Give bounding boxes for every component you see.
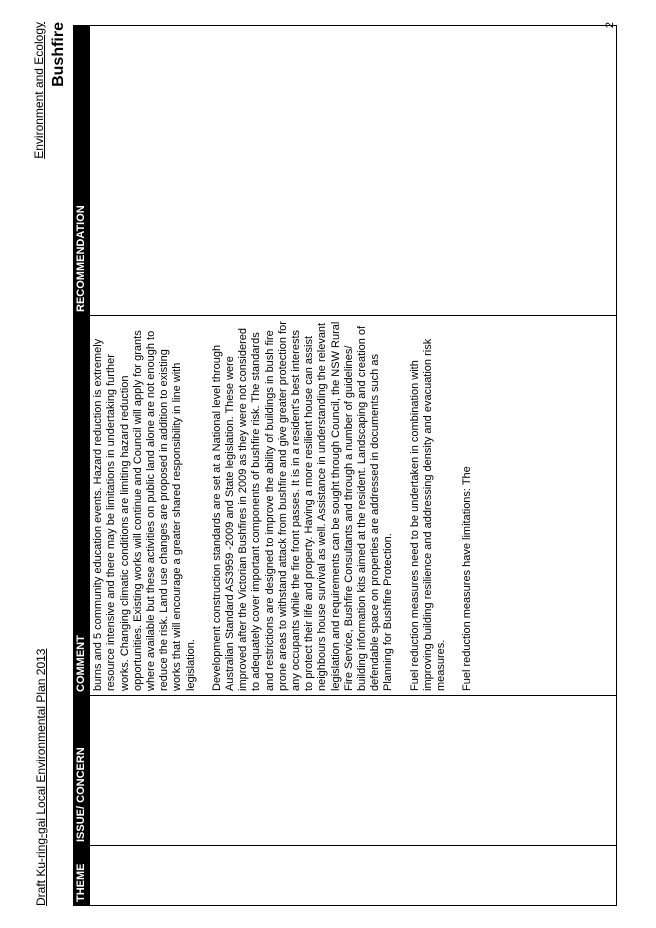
header-comment: COMMENT [74,316,90,696]
comment-paragraph: burns and 5 community education events. Hazard reduction is extremely resource intensive and there may be limitations in undertaking further works. Changing climatic conditions are limiting hazard reduction opportunities. Existing works will continue and Council will apply for grants where available but these activities on public land alone are not enough to reduce the risk. Land use changes are proposed in addition to existing works that will encourage a greater shared responsibility in line with legislation. [92,330,197,691]
header-issue-concern: ISSUE/ CONCERN [74,696,90,846]
plan-title: Draft Ku-ring-gai Local Environmental Plan 2013 [34,648,48,906]
header-recommendation: RECOMMENDATION [74,26,90,316]
comment-paragraph: Fuel reduction measures need to be undertaken in combination with improving building resilience and addressing density and evacuation risk measures. [408,338,448,691]
subsection-title: Bushfire [50,22,67,87]
page-number: 2 [604,22,616,29]
cell-comment [90,316,617,696]
cell-theme [90,846,617,906]
cell-recommendation [90,26,617,316]
comment-paragraph: Fuel reduction measures have limitations: The [461,466,474,691]
section-title: Environment and Ecology [32,22,46,159]
table-header-row [74,26,90,906]
comment-paragraph: Development construction standards are set at a National level through Australian Standard AS3959 -2009 and State legislation. These were improved after the Victorian Bushfires in 2009 as they were not considered to adequately cover important components of bushfire risk. The standards and restrictions are designed to improve the ability of buildings in bush fire prone areas to withstand attack from bushfire and give greater protection for any occupants while the fire front passes. It is in a resident's best interests to protect their life and property. Having a more resilient house can assist neighbours house survival as well. Assistance in understanding the relevant legislation and requirements can be sought through Council, the NSW Rural Fire Service, Bushfire Consultants and through a number of guidelines/ building information kits aimed at the resident. Landscaping and creation of defendable space on properties are addressed in documents such as Planning for Bushfire Protection. [210,321,395,691]
cell-issue-concern [90,696,617,846]
table-row [90,26,617,906]
rotated-landscape-content [22,22,628,906]
review-table [73,25,617,906]
header-theme: THEME [74,846,90,906]
